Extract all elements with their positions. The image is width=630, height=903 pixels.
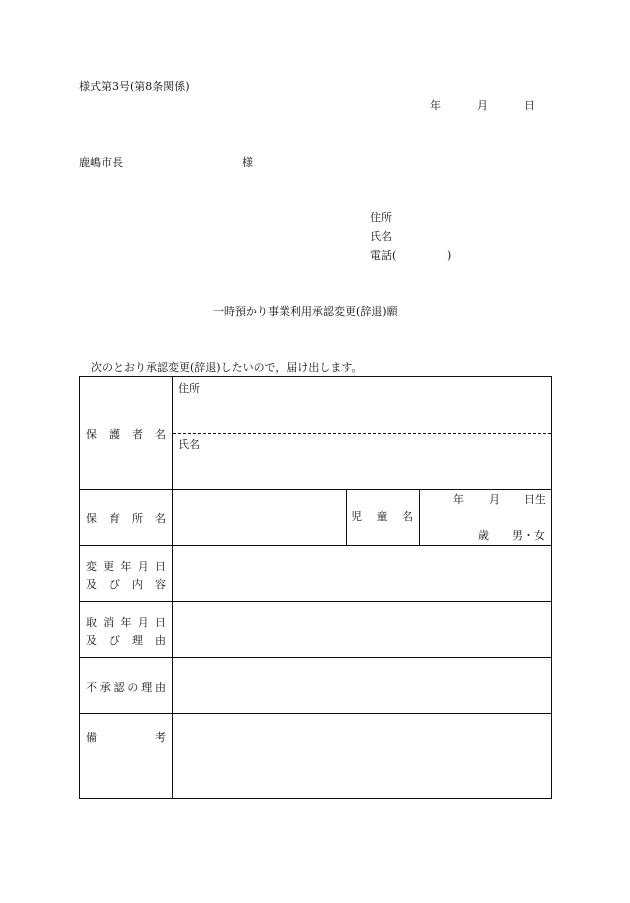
label-column-divider [172,377,173,798]
guardian-address-label: 住所 [178,382,200,395]
sex-label: 男・女 [512,529,545,542]
change-label-line1: 変 更 年 月 日 [86,560,166,573]
addressee: 鹿嶋市長 [79,156,123,169]
honorific: 様 [242,156,253,169]
change-label-line2: 及 び 内 容 [86,578,166,591]
document-title: 一時預かり事業利用承認変更(辞退)願 [213,305,398,318]
date-month-label: 月 [477,99,488,112]
birth-month-label: 月 [489,493,500,506]
form-number: 様式第3号(第8条関係) [79,80,190,93]
birth-day-label: 日生 [524,493,546,506]
date-day-label: 日 [524,99,535,112]
guardian-label: 保 護 者 名 [86,428,166,441]
applicant-phone-close: ) [447,249,452,262]
child-label: 児 童 名 [351,510,413,523]
guardian-dashed-divider [173,433,551,434]
row-divider [80,657,551,658]
intro-text: 次のとおり承認変更(辞退)したいので，届け出します。 [91,361,363,374]
row-divider [80,545,551,546]
row-divider [80,489,551,490]
nursery-child-divider [346,489,347,545]
application-table [79,376,552,799]
date-year-label: 年 [430,99,441,112]
disapproval-label: 不 承 認 の 理 由 [86,681,166,694]
applicant-phone-label: 電話( [370,249,397,262]
applicant-name-label: 氏名 [370,230,392,243]
cancel-label-line1: 取 消 年 月 日 [86,616,166,629]
age-label: 歳 [478,529,489,542]
remarks-label: 備 考 [86,731,166,744]
child-birth-divider [419,489,420,545]
birth-year-label: 年 [453,493,464,506]
guardian-name-label: 氏名 [178,438,200,451]
row-divider [80,713,551,714]
nursery-label: 保 育 所 名 [86,512,166,525]
cancel-label-line2: 及 び 理 由 [86,634,166,647]
row-divider [80,601,551,602]
applicant-address-label: 住所 [370,211,392,224]
